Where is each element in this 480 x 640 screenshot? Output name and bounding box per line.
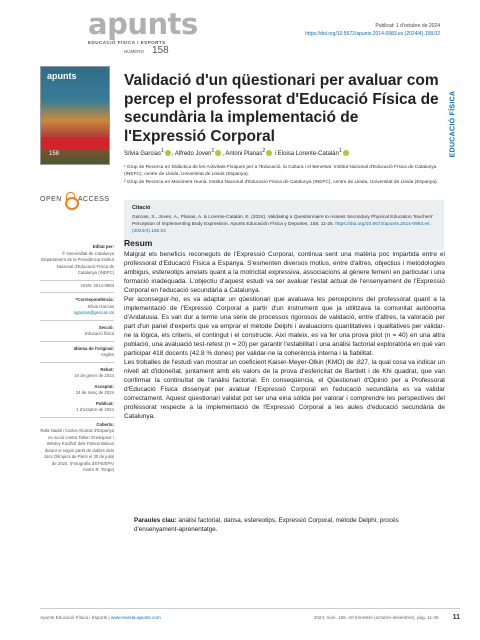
- author[interactable]: i Eloisa Lorente-Catalán$^1$: [274, 148, 342, 157]
- article-sidebar: [40, 240, 114, 474]
- divider: [40, 417, 114, 418]
- received-value: 24 de gener de 2024: [74, 373, 114, 378]
- footer-divider: [40, 608, 460, 609]
- logo-wordmark: apunts: [88, 7, 198, 41]
- issn: ISSN: 2014-0983: [81, 282, 114, 288]
- published-date: Publicat: 1 d'octubre de 2024: [375, 23, 440, 29]
- footer-issue-info: 2024, núm. 158. 4rt trimestre (octubre-desembre), pàg. 11-25: [313, 615, 439, 620]
- divider: [40, 292, 114, 293]
- accepted-label: Acceptat:: [94, 383, 114, 389]
- page-footer: [40, 614, 460, 621]
- issue-value: 158: [152, 45, 169, 56]
- affiliation: ¹ Grup de Recerca en Didàctica de les Activitats Físiques per a l'Educació, la Cultura i el Benestar. Institut Nacional d'Educació Física de Catalunya (INEFC), centre de Lleida, Universitat de Lleida (Espanya).: [124, 165, 437, 178]
- abstract-body: [124, 250, 445, 421]
- cover-label: Coberta:: [96, 421, 114, 427]
- open-access-badge: [40, 192, 110, 206]
- keywords: [134, 516, 434, 534]
- citation-box: [124, 200, 444, 250]
- editor-value: © Generalitat de Catalunya Departament de la Presidència Institut Nacional d'Educació Física de Catalunya (INEFC): [41, 250, 114, 275]
- page-number: 11: [452, 614, 460, 621]
- abstract-paragraph: Malgrat els beneficis reconeguts de l'Expressió Corporal, continua sent una matèria poc impartida entre el professorat d'Educació Física a Espanya. S'esmenten diversos motius, entre d'altres, objectius i metodologies ambigus, estereotips arrelats quant a la motricitat expressiva, associacions al gènere femení en particular i una formació inadequada. L'objectiu d'aquest estudi va ser avaluar l'estat actual de l'ensenyament de l'Expressió Corporal en l'educació secundària a Catalunya.: [124, 251, 445, 294]
- divider: [40, 341, 114, 342]
- cover-logo: apunts: [47, 71, 77, 81]
- editor-label: Editat per:: [92, 244, 114, 249]
- journal-logo: [88, 7, 198, 45]
- section-label: Secció:: [98, 324, 114, 330]
- published-value: 1 d'octubre de 2024: [76, 407, 114, 412]
- cover-caption: Rafa Nadal i Carlos Alcaraz d'Espanya en acció contra Tallon Griekspoor i Wesley Koolhof dels Països Baixos durant el segon partit de dobles dels Jocs Olímpics de París el 30 de juliol de 2024. (Fotografia d'EFE/EPA/ Andre R. Tongo): [40, 428, 114, 472]
- author[interactable]: Antoni Planas$^2$: [225, 148, 266, 157]
- header-doi-link[interactable]: https://doi.org/10.5672/apunts.2014-0983.es.(2024/4).158.02: [305, 31, 440, 37]
- open-access-lock-icon: [65, 192, 75, 206]
- keywords-text: anàlisi factorial, dansa, estereotips, Expressió Corporal, mètode Delphi, procés d'ensenyament-aprenentatge.: [134, 517, 399, 533]
- cover-band: [41, 137, 109, 149]
- publication-meta: [305, 22, 440, 38]
- section-value: Educació física: [85, 331, 114, 336]
- abstract-paragraph: Les troballes de l'estudi van mostrar un coeficient Kaiser-Meyer-Olkin (KMO) de .827, la qual cosa va indicar un nivell alt d'idoneïtat, juntament amb els valors de la prova d'esfericitat de Bartlett i de Khi quadrat, que van confirmar la continuïtat de l'anàlisi factorial. En conseqüència, el Qüestionari d'Opinió per a Professorat d'Educació Física dissenyat per avaluar l'Expressió Corporal en l'educació secundària es va validar correctament. Aquest qüestionari validat pot ser una eina sòlida per valorar i comprendre les perspectives del professorat respecte a la implementació de l'Expressió Corporal a les aules d'educació secundària de Catalunya.: [124, 359, 445, 420]
- cover-number: 158: [49, 151, 60, 157]
- divider: [40, 280, 114, 281]
- language-label: Idioma de l'original:: [73, 345, 114, 351]
- author-list: Sílvia Garcias$^1$ , Alfredo Joven$^1$ , Antoni Planas$^2$ i Eloisa Lorente-Catalán$^1$: [124, 148, 350, 157]
- open-access-text: OPEN: [40, 195, 62, 203]
- divider: [40, 362, 114, 363]
- keywords-label: Paraules clau:: [134, 517, 177, 524]
- section-vertical-label: [446, 74, 460, 174]
- footer-url-link[interactable]: www.revista-apunts.com: [110, 615, 161, 620]
- language-value: Anglès: [100, 352, 114, 357]
- orcid-icon[interactable]: [343, 150, 349, 156]
- orcid-icon[interactable]: [165, 150, 171, 156]
- article-title: Validació d'un qüestionari per avaluar com percep el professorat d'Educació Física de secundària la implementació de l'Expressió Corporal: [124, 72, 439, 145]
- footer-journal: Apunts Educació Física i Esports | www.revista-apunts.com: [40, 615, 161, 620]
- issue-number: [124, 45, 169, 56]
- citation-doi-link[interactable]: https://doi.org/10.5672/apunts.2014-0983.es.(2024/4).158.02: [132, 222, 431, 234]
- open-access-text-2: ACCESS: [77, 195, 110, 203]
- affiliation: ² Grup de Recerca en Moviment Humà. Institut Nacional d'Educació Física de Catalunya (INEFC), centre de Lleida, Universitat de Lleida (Espanya).: [124, 180, 438, 186]
- orcid-icon[interactable]: [266, 150, 272, 156]
- correspondence-label: *Correspondència:: [75, 297, 114, 302]
- received-label: Rebut:: [100, 366, 114, 372]
- orcid-icon[interactable]: [215, 150, 221, 156]
- correspondence-name: Sílvia Garcias: [87, 303, 114, 309]
- cover-thumbnail: [40, 66, 110, 165]
- abstract-heading: Resum: [124, 238, 153, 248]
- published-label: Publicat:: [95, 400, 114, 406]
- abstract-paragraph: Per aconseguir-ho, es va adaptar un qüestionari que avaluava les percepcions del professorat quant a la implementació de l'Expressió Corporal a partir d'un instrument que ja utilitzava la comunitat autònoma d'Andalusia. Es van dur a terme una sèrie de processos rigorosos de validació, entre d'altres, la valoració per part d'un panel d'experts que va emprar el mètode Delphi i avaluacions quantitatives i qualitatives per validar-ne la lògica, els criteris, el contingut i el constructe. Així mateix, es va fer una prova pilot (n = 40) en una altra població, una avaluació test-retest (n = 20) per garantir l'estabilitat i una anàlisi factorial exploratòria en què van participar 418 docents (42.8 % dones) per validar-ne la coherència interna i la fiabilitat.: [124, 296, 445, 357]
- issue-label: NÚMERO: [124, 49, 144, 54]
- citation-heading: Citació: [132, 205, 151, 211]
- affiliations: [124, 164, 444, 188]
- divider: [40, 320, 114, 321]
- logo-subtitle: EDUCACIÓ FÍSICA I ESPORTS: [88, 40, 166, 45]
- author[interactable]: Sílvia Garcias$^1$: [124, 148, 164, 157]
- accepted-value: 24 de març de 2024: [75, 390, 114, 395]
- citation-text: Garcias, S., Joven, A., Planas, A. & Lorente-Catalán, E. (2024). Validating a Questionnaire to Assess Secondary Physical Education Teachers' Perception of Implementing Body Expression. Apunts Educación Física y Deportes, 158, 11-25. https://doi.org/10.5672/apunts.2014-0983.es.(2024/4).158.02: [132, 215, 434, 234]
- correspondence-email[interactable]: sgarcias@gencat.cat: [73, 310, 114, 315]
- section-vertical-text: EDUCACIÓ FÍSICA: [449, 90, 457, 158]
- author[interactable]: Alfredo Joven$^1$: [174, 148, 215, 157]
